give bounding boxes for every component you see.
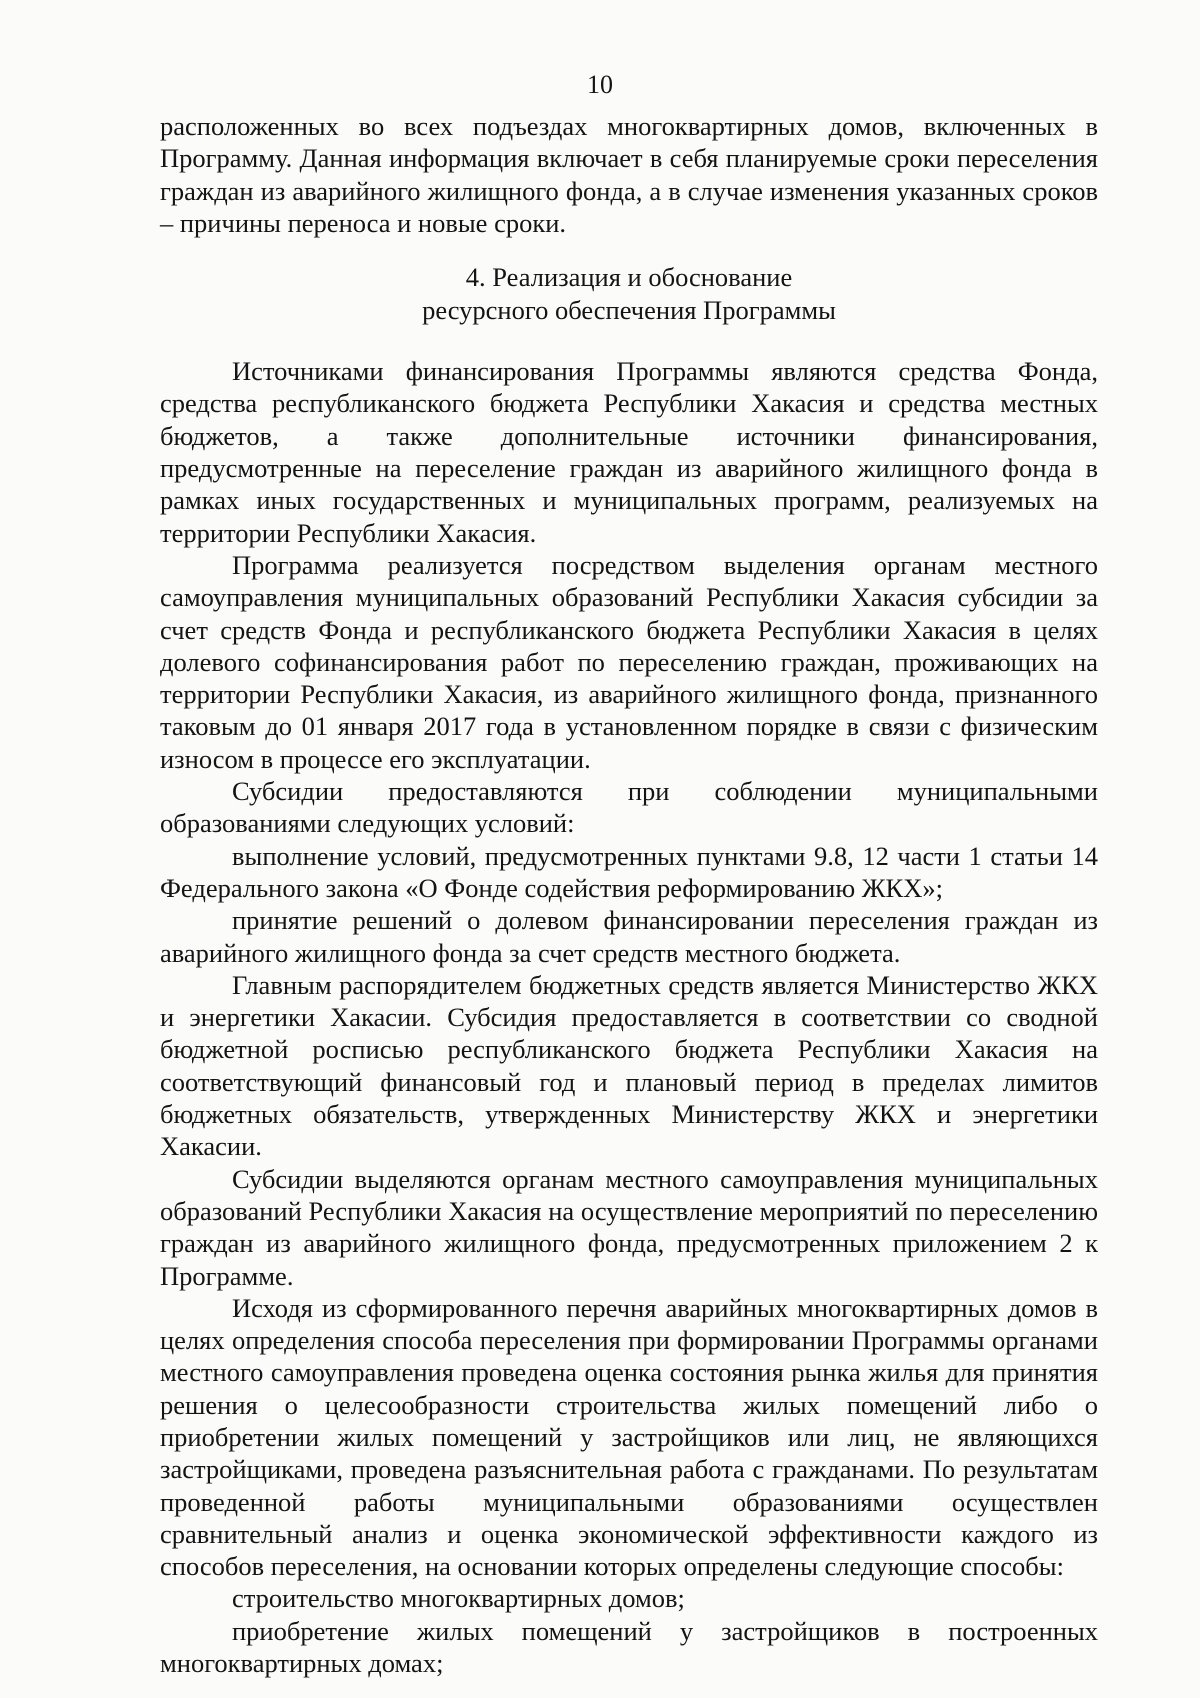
paragraph-condition-2: принятие решений о долевом финансировании переселения граждан из аварийного жилищного фонда за счет средств местного бюджета.	[160, 905, 1098, 968]
section-heading	[160, 261, 1098, 327]
page-number: 10	[587, 70, 613, 99]
paragraph-method-acquisition: приобретение жилых помещений у застройщиков в построенных многоквартирных домах;	[160, 1615, 1098, 1679]
paragraph-funding-sources: Источниками финансирования Программы являются средства Фонда, средства республиканского бюджета Республики Хакасия и средства местных бюджетов, а также дополнительные источники финансирования, предусмотренные на переселение граждан из аварийного жилищного фонда в рамках иных государственных и муниципальных программ, реализуемых на территории Республики Хакасия.	[160, 356, 1098, 548]
paragraph-program-implementation: Программа реализуется посредством выделения органам местного самоуправления муниципальных образований Республики Хакасия субсидии за счет средств Фонда и республиканского бюджета Республики Хакасия в целях долевого софинансирования работ по переселению граждан, проживающих на территории Республики Хакасия, из аварийного жилищного фонда, признанного таковым до 01 января 2017 года в установленном порядке в связи с физическим износом в процессе его эксплуатации.	[160, 549, 1098, 774]
paragraph-subsidy-conditions: Субсидии предоставляются при соблюдении муниципальными образованиями следующих условий:	[160, 776, 1098, 839]
paragraph-budget-manager: Главным распорядителем бюджетных средств является Министерство ЖКХ и энергетики Хакасии. Субсидия предоставляется в соответствии со сводной бюджетной росписью республиканского бюджета Республики Хакасия на соответствующий финансовый год и плановый период в пределах лимитов бюджетных обязательств, утвержденных Министерству ЖКХ и энергетики Хакасии.	[160, 969, 1098, 1162]
document-body	[160, 110, 1098, 1679]
section-heading-line-1: 4. Реализация и обоснование	[465, 262, 793, 293]
intro-paragraph: расположенных во всех подъездах многоквартирных домов, включенных в Программу. Данная информация включает в себя планируемые сроки переселения граждан из аварийного жилищного фонда, а в случае изменения указанных сроков – причины переноса и новые сроки.	[160, 111, 1098, 238]
paragraph-resettlement-analysis: Исходя из сформированного перечня аварийных многоквартирных домов в целях определения способа переселения при формировании Программы органами местного самоуправления проведена оценка состояния рынка жилья для принятия решения о целесообразности строительства жилых помещений либо о приобретении жилых помещений у застройщиков или лиц, не являющихся застройщиками, проведена разъяснительная работа с гражданами. По результатам проведенной работы муниципальными образованиями осуществлен сравнительный анализ и оценка экономической эффективности каждого из способов переселения, на основании которых определены следующие способы:	[160, 1292, 1098, 1582]
section-heading-line-2: ресурсного обеспечения Программы	[422, 295, 836, 326]
paragraph-subsidy-allocation: Субсидии выделяются органам местного самоуправления муниципальных образований Республики Хакасия на осуществление мероприятий по переселению граждан из аварийного жилищного фонда, предусмотренных приложением 2 к Программе.	[160, 1163, 1098, 1291]
paragraph-method-construction: строительство многоквартирных домов;	[232, 1583, 685, 1614]
paragraph-condition-1: выполнение условий, предусмотренных пунктами 9.8, 12 части 1 статьи 14 Федерального закона «О Фонде содействия реформированию ЖКХ»;	[160, 840, 1098, 903]
